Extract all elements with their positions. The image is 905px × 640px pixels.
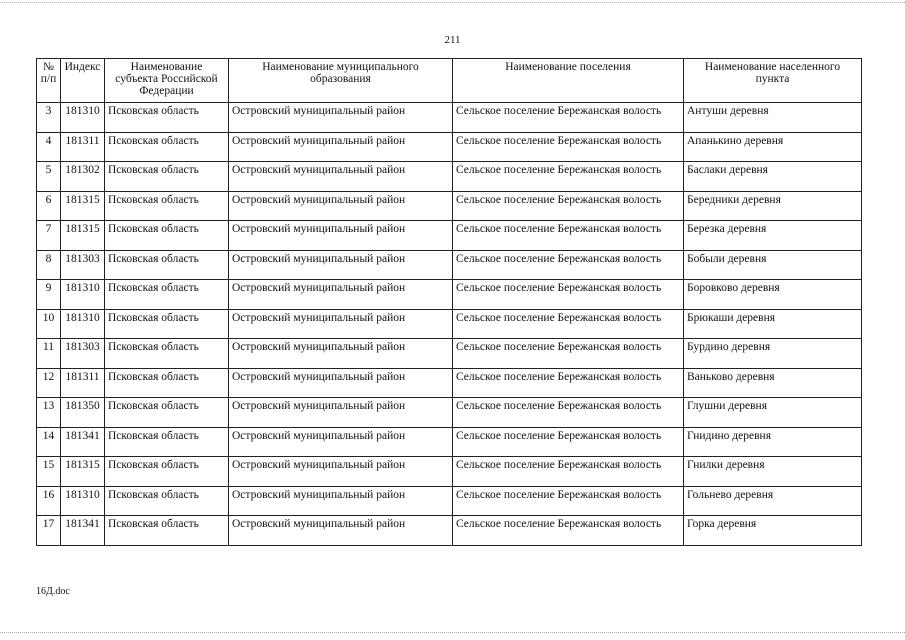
table-row (37, 486, 862, 516)
locality-cell: Березка деревня (684, 221, 862, 251)
row-number-cell: 9 (37, 280, 61, 310)
federal-subject-cell: Псковская область (105, 486, 229, 516)
settlement-cell: Сельское поселение Бережанская волость (453, 516, 684, 546)
header-number: № п/п (37, 59, 61, 103)
postal-index-cell: 181303 (61, 250, 105, 280)
settlement-cell: Сельское поселение Бережанская волость (453, 368, 684, 398)
row-number-cell: 13 (37, 398, 61, 428)
table-row (37, 339, 862, 369)
table-row (37, 309, 862, 339)
settlement-cell: Сельское поселение Бережанская волость (453, 457, 684, 487)
locality-cell: Бередники деревня (684, 191, 862, 221)
federal-subject-cell: Псковская область (105, 132, 229, 162)
settlement-cell: Сельское поселение Бережанская волость (453, 162, 684, 192)
federal-subject-cell: Псковская область (105, 457, 229, 487)
federal-subject-cell: Псковская область (105, 427, 229, 457)
table-row (37, 427, 862, 457)
municipality-cell: Островский муниципальный район (229, 221, 453, 251)
locality-cell: Гольнево деревня (684, 486, 862, 516)
municipality-cell: Островский муниципальный район (229, 162, 453, 192)
locality-cell: Гнидино деревня (684, 427, 862, 457)
municipality-cell: Островский муниципальный район (229, 191, 453, 221)
settlement-cell: Сельское поселение Бережанская волость (453, 398, 684, 428)
federal-subject-cell: Псковская область (105, 368, 229, 398)
postal-index-cell: 181310 (61, 309, 105, 339)
table-header-row (37, 59, 862, 103)
locality-cell: Гнилки деревня (684, 457, 862, 487)
page-number: 211 (444, 34, 461, 46)
scan-edge-bottom (0, 632, 905, 633)
locality-cell: Антуши деревня (684, 103, 862, 133)
municipality-cell: Островский муниципальный район (229, 132, 453, 162)
locality-cell: Боровково деревня (684, 280, 862, 310)
postal-index-cell: 181310 (61, 280, 105, 310)
postal-index-cell: 181302 (61, 162, 105, 192)
row-number-cell: 7 (37, 221, 61, 251)
row-number-cell: 12 (37, 368, 61, 398)
settlement-cell: Сельское поселение Бережанская волость (453, 486, 684, 516)
table-row (37, 280, 862, 310)
municipality-cell: Островский муниципальный район (229, 398, 453, 428)
settlements-table (36, 58, 862, 546)
postal-index-cell: 181315 (61, 221, 105, 251)
settlement-cell: Сельское поселение Бережанская волость (453, 309, 684, 339)
federal-subject-cell: Псковская область (105, 221, 229, 251)
municipality-cell: Островский муниципальный район (229, 309, 453, 339)
row-number-cell: 17 (37, 516, 61, 546)
row-number-cell: 10 (37, 309, 61, 339)
row-number-cell: 15 (37, 457, 61, 487)
municipality-cell: Островский муниципальный район (229, 280, 453, 310)
table-row (37, 191, 862, 221)
federal-subject-cell: Псковская область (105, 103, 229, 133)
header-municipality: Наименование муниципального образования (229, 59, 453, 103)
federal-subject-cell: Псковская область (105, 309, 229, 339)
row-number-cell: 11 (37, 339, 61, 369)
federal-subject-cell: Псковская область (105, 516, 229, 546)
footer-filename: 16Д.doc (36, 586, 70, 597)
row-number-cell: 6 (37, 191, 61, 221)
postal-index-cell: 181310 (61, 486, 105, 516)
table-row (37, 132, 862, 162)
settlement-cell: Сельское поселение Бережанская волость (453, 221, 684, 251)
locality-cell: Глушни деревня (684, 398, 862, 428)
locality-cell: Бурдино деревня (684, 339, 862, 369)
header-subject: Наименование субъекта Российской Федерации (105, 59, 229, 103)
locality-cell: Брюкаши деревня (684, 309, 862, 339)
municipality-cell: Островский муниципальный район (229, 486, 453, 516)
municipality-cell: Островский муниципальный район (229, 427, 453, 457)
locality-cell: Апанькино деревня (684, 132, 862, 162)
postal-index-cell: 181310 (61, 103, 105, 133)
table-row (37, 103, 862, 133)
locality-cell: Горка деревня (684, 516, 862, 546)
row-number-cell: 16 (37, 486, 61, 516)
municipality-cell: Островский муниципальный район (229, 250, 453, 280)
table-row (37, 516, 862, 546)
scan-edge-top (0, 2, 905, 3)
postal-index-cell: 181315 (61, 191, 105, 221)
postal-index-cell: 181311 (61, 132, 105, 162)
settlement-cell: Сельское поселение Бережанская волость (453, 250, 684, 280)
postal-index-cell: 181350 (61, 398, 105, 428)
settlement-cell: Сельское поселение Бережанская волость (453, 191, 684, 221)
table-body (37, 103, 862, 546)
row-number-cell: 5 (37, 162, 61, 192)
federal-subject-cell: Псковская область (105, 162, 229, 192)
municipality-cell: Островский муниципальный район (229, 457, 453, 487)
municipality-cell: Островский муниципальный район (229, 516, 453, 546)
postal-index-cell: 181341 (61, 516, 105, 546)
federal-subject-cell: Псковская область (105, 280, 229, 310)
settlement-cell: Сельское поселение Бережанская волость (453, 103, 684, 133)
settlement-cell: Сельское поселение Бережанская волость (453, 280, 684, 310)
table-row (37, 457, 862, 487)
municipality-cell: Островский муниципальный район (229, 103, 453, 133)
federal-subject-cell: Псковская область (105, 191, 229, 221)
header-locality: Наименование населенного пункта (684, 59, 862, 103)
locality-cell: Баслаки деревня (684, 162, 862, 192)
federal-subject-cell: Псковская область (105, 250, 229, 280)
settlement-cell: Сельское поселение Бережанская волость (453, 339, 684, 369)
locality-cell: Ваньково деревня (684, 368, 862, 398)
municipality-cell: Островский муниципальный район (229, 368, 453, 398)
table-row (37, 250, 862, 280)
row-number-cell: 3 (37, 103, 61, 133)
header-settlement: Наименование поселения (453, 59, 684, 103)
row-number-cell: 8 (37, 250, 61, 280)
row-number-cell: 14 (37, 427, 61, 457)
postal-index-cell: 181303 (61, 339, 105, 369)
postal-index-cell: 181311 (61, 368, 105, 398)
table-row (37, 398, 862, 428)
locality-cell: Бобыли деревня (684, 250, 862, 280)
postal-index-cell: 181315 (61, 457, 105, 487)
table-row (37, 162, 862, 192)
settlement-cell: Сельское поселение Бережанская волость (453, 132, 684, 162)
row-number-cell: 4 (37, 132, 61, 162)
federal-subject-cell: Псковская область (105, 339, 229, 369)
settlement-cell: Сельское поселение Бережанская волость (453, 427, 684, 457)
table-row (37, 368, 862, 398)
header-index: Индекс (61, 59, 105, 103)
municipality-cell: Островский муниципальный район (229, 339, 453, 369)
table-row (37, 221, 862, 251)
federal-subject-cell: Псковская область (105, 398, 229, 428)
postal-index-cell: 181341 (61, 427, 105, 457)
